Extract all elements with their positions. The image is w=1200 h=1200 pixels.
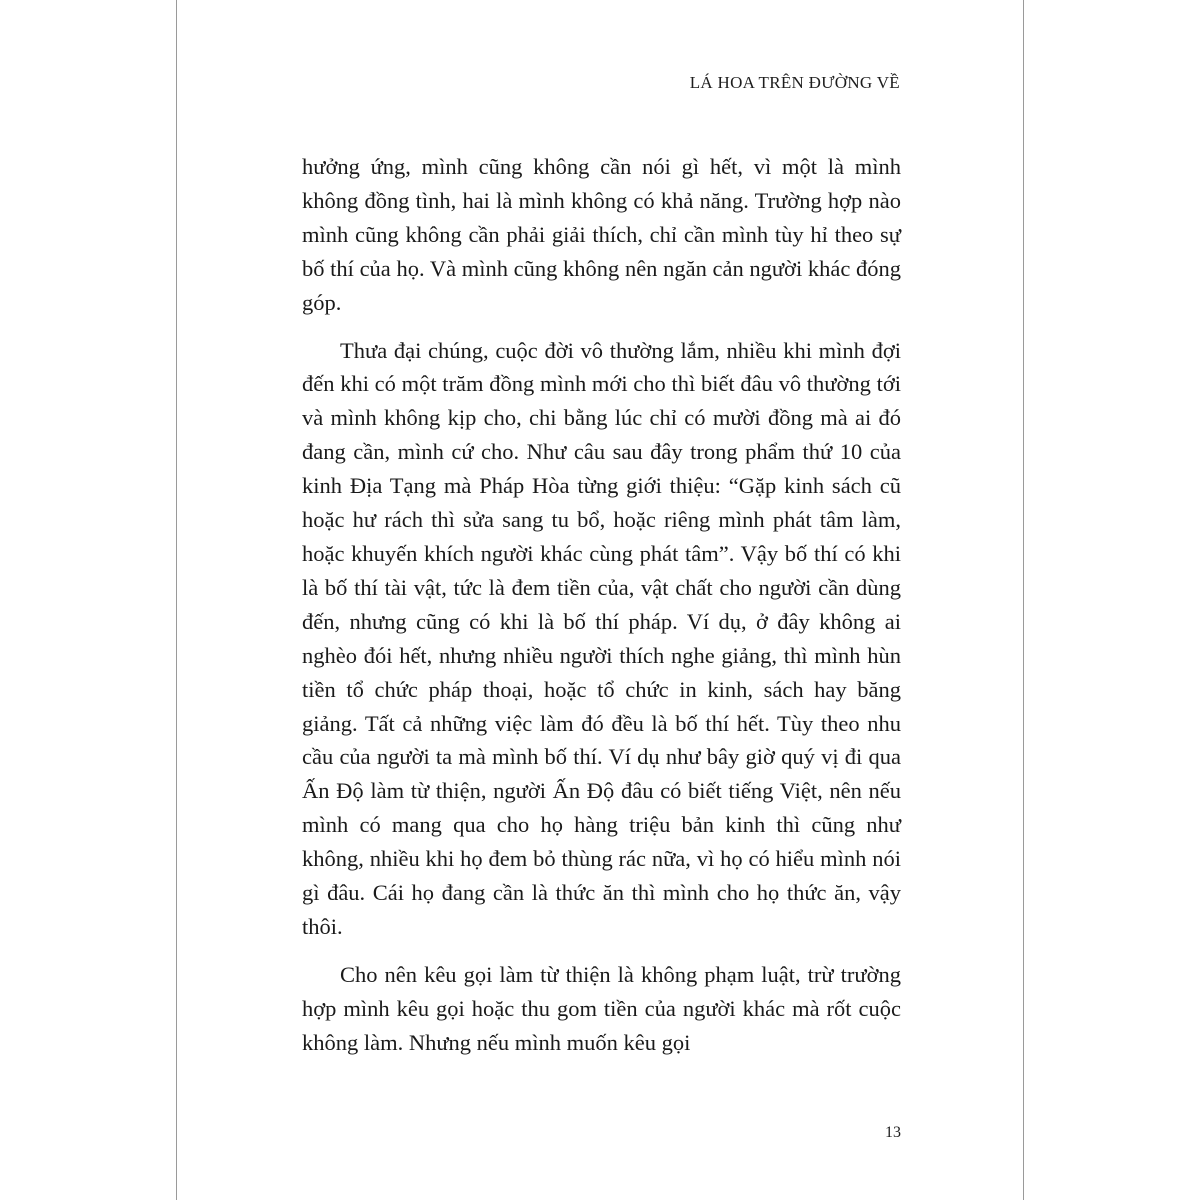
paragraph-3: Cho nên kêu gọi làm từ thiện là không phạm luật, trừ trường hợp mình kêu gọi hoặc thu gom tiền của người khác mà rốt cuộc không làm. Nhưng nếu mình muốn kêu gọi <box>302 961 901 1055</box>
page-number: 13 <box>885 1124 901 1141</box>
running-header: LÁ HOA TRÊN ĐƯỜNG VỀ <box>689 73 900 92</box>
paragraph-1: hưởng ứng, mình cũng không cần nói gì hết, vì một là mình không đồng tình, hai là mình không có khả năng. Trường hợp nào mình cũng không cần phải giải thích, chỉ cần mình tùy hỉ theo sự bố thí của họ. Và mình cũng không nên ngăn cản người khác đóng góp. <box>302 154 901 315</box>
paragraph-2: Thưa đại chúng, cuộc đời vô thường lắm, nhiều khi mình đợi đến khi có một trăm đồng mình mới cho thì biết đâu vô thường tới và mình không kịp cho, chi bằng lúc chỉ có mười đồng mà ai đó đang cần, mình cứ cho. Như câu sau đây trong phẩm thứ 10 của kinh Địa Tạng mà Pháp Hòa từng giới thiệu: “Gặp kinh sách cũ hoặc hư rách thì sửa sang tu bổ, hoặc riêng mình phát tâm làm, hoặc khuyến khích người khác cùng phát tâm”. Vậy bố thí có khi là bố thí tài vật, tức là đem tiền của, vật chất cho người cần dùng đến, nhưng cũng có khi là bố thí pháp. Ví dụ, ở đây không ai nghèo đói hết, nhưng nhiều người thích nghe giảng, thì mình hùn tiền tổ chức pháp thoại, hoặc tổ chức in kinh, sách hay băng giảng. Tất cả những việc làm đó đều là bố thí hết. Tùy theo nhu cầu của người ta mà mình bố thí. Ví dụ như bây giờ quý vị đi qua Ấn Độ làm từ thiện, người Ấn Độ đâu có biết tiếng Việt, nên nếu mình có mang qua cho họ hàng triệu bản kinh thì cũng như không, nhiều khi họ đem bỏ thùng rác nữa, vì họ có hiểu mình nói gì đâu. Cái họ đang cần là thức ăn thì mình cho họ thức ăn, vậy thôi. <box>302 337 901 939</box>
body-text <box>302 150 901 1060</box>
book-page <box>176 0 1024 1200</box>
